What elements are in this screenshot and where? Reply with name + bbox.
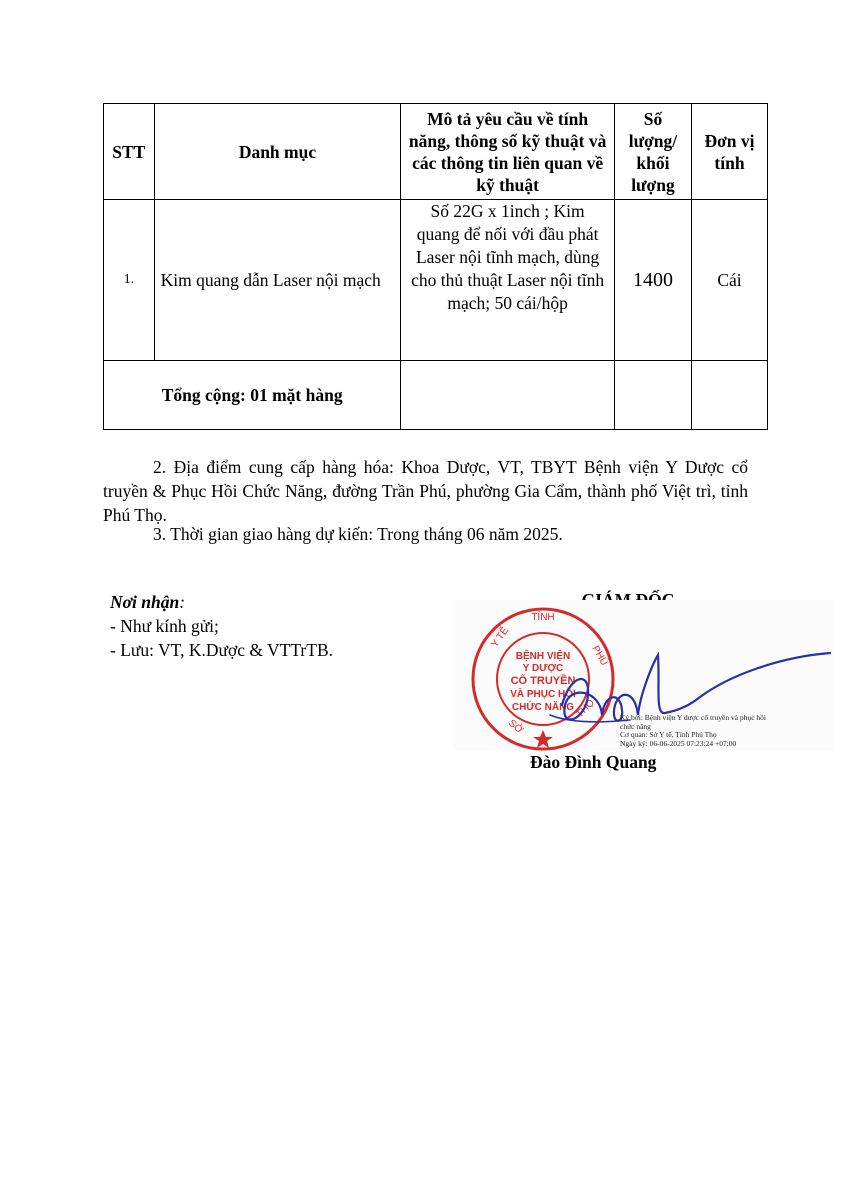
table-header-row: [104, 104, 768, 200]
digital-signer: Ký bởi: Bệnh viện Y dược cổ truyền và phục hồi chức năng: [620, 713, 766, 731]
row-stt: 1.: [104, 200, 155, 361]
row-category: Kim quang dẫn Laser nội mạch: [154, 200, 401, 361]
header-quantity: Số lượng/ khối lượng: [614, 104, 691, 200]
row-unit: Cái: [692, 200, 768, 361]
total-empty-cell: [401, 361, 615, 430]
recipients-heading: [110, 590, 333, 614]
header-category: Danh mục: [154, 104, 401, 200]
digital-agency: Cơ quan: Sở Y tế, Tỉnh Phú Thọ: [620, 730, 717, 739]
items-table: [103, 103, 768, 430]
digital-date: Ngày ký: 06-06-2025 07:23:24 +07:00: [620, 738, 737, 748]
svg-text:THỌ: THỌ: [574, 697, 598, 721]
svg-text:SỞ: SỞ: [506, 717, 525, 737]
recipient-item: - Lưu: VT, K.Dược & VTTrTB.: [110, 640, 333, 660]
total-empty-cell: [692, 361, 768, 430]
svg-text:TỈNH: TỈNH: [531, 612, 555, 623]
recipients-block: [110, 590, 333, 662]
row-quantity: 1400: [614, 200, 691, 361]
svg-text:VÀ PHỤC HỒI: VÀ PHỤC HỒI: [510, 689, 576, 700]
total-empty-cell: [614, 361, 691, 430]
svg-text:Y TẾ: Y TẾ: [489, 625, 512, 650]
svg-text:CỔ TRUYỀN: CỔ TRUYỀN: [510, 675, 576, 687]
svg-text:BỆNH VIỆN: BỆNH VIỆN: [515, 651, 571, 662]
digital-signature-info: [620, 714, 780, 748]
recipients-title: Nơi nhận: [110, 592, 180, 612]
table-row: [104, 200, 768, 361]
delivery-time-paragraph: 3. Thời gian giao hàng dự kiến: Trong tháng 06 năm 2025.: [153, 524, 563, 544]
header-stt: STT: [104, 104, 155, 200]
total-label: Tổng cộng: 01 mặt hàng: [104, 361, 401, 430]
header-unit: Đơn vị tính: [692, 104, 768, 200]
recipients-title-suffix: :: [179, 592, 186, 612]
table-total-row: [104, 361, 768, 430]
header-spec: Mô tả yêu cầu về tính năng, thông số kỹ thuật và các thông tin liên quan về kỹ thuật: [401, 104, 615, 200]
svg-text:Y DƯỢC: Y DƯỢC: [522, 663, 564, 674]
signer-name: Đào Đình Quang: [530, 752, 657, 772]
svg-text:CHỨC NĂNG: CHỨC NĂNG: [511, 702, 575, 713]
recipient-item: - Như kính gửi;: [110, 616, 219, 636]
row-spec: Số 22G x 1inch ; Kim quang để nối với đầu phát Laser nội tĩnh mạch, dùng cho thủ thuật Laser nội tĩnh mạch; 50 cái/hộp: [401, 200, 615, 361]
svg-text:PHÚ: PHÚ: [589, 644, 610, 668]
delivery-location-paragraph: 2. Địa điểm cung cấp hàng hóa: Khoa Dược, VT, TBYT Bệnh viện Y Dược cổ truyền & Phục Hồi Chức Năng, đường Trần Phú, phường Gia Cẩm, thành phố Việt trì, tỉnh Phú Thọ.: [103, 457, 748, 525]
